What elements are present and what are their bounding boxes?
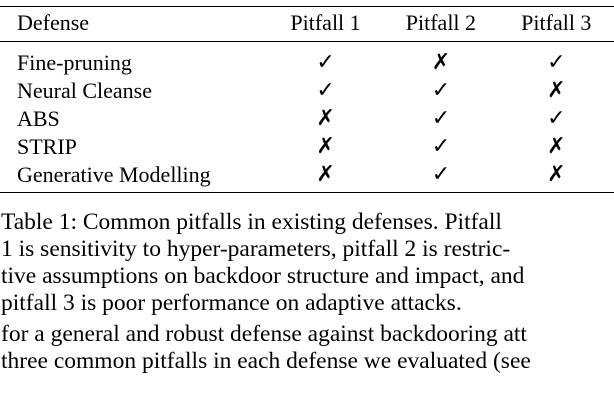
header-pitfall-2: Pitfall 2 (383, 7, 498, 42)
body-line: for a general and robust defense against backdooring att (1, 321, 527, 347)
defense-name: Generative Modelling (0, 160, 268, 193)
pitfall-mark: ✓ (431, 77, 451, 103)
caption-line: pitfall 3 is poor performance on adaptive attacks. (1, 290, 462, 316)
table-row (0, 104, 614, 132)
pitfall-mark: ✓ (431, 105, 451, 131)
table-header-row (0, 7, 614, 42)
defense-name: Fine-pruning (17, 49, 132, 75)
pitfall-mark: ✗ (431, 49, 451, 75)
pitfall-mark: ✓ (316, 77, 335, 103)
caption-line: Table 1: Common pitfalls in existing defenses. Pitfall (1, 209, 502, 235)
pitfall-mark: ✗ (499, 160, 614, 193)
table-row (0, 76, 614, 104)
pitfall-mark: ✓ (547, 105, 566, 131)
table-caption (1, 209, 614, 317)
pitfall-mark: ✓ (547, 49, 566, 75)
pitfall-mark: ✗ (316, 133, 335, 159)
header-defense: Defense (0, 7, 268, 42)
table-row (0, 42, 614, 77)
table-body (0, 42, 614, 193)
table-row (0, 160, 614, 193)
pitfall-mark: ✓ (316, 49, 335, 75)
pitfalls-table (0, 6, 614, 193)
table-header (0, 7, 614, 42)
pitfall-mark: ✓ (383, 160, 498, 193)
defense-name: STRIP (17, 133, 77, 159)
pitfall-mark: ✗ (268, 160, 383, 193)
caption-line: tive assumptions on backdoor structure and impact, and (1, 263, 525, 289)
pitfall-mark: ✓ (431, 133, 451, 159)
body-line: three common pitfalls in each defense we evaluated (see (1, 348, 531, 374)
caption-line: 1 is sensitivity to hyper-parameters, pitfall 2 is restric- (1, 236, 511, 262)
pitfall-mark: ✗ (547, 133, 566, 159)
defense-name: Neural Cleanse (17, 77, 152, 103)
table-row (0, 132, 614, 160)
body-paragraph (1, 321, 614, 375)
pitfall-mark: ✗ (547, 77, 566, 103)
defense-name: ABS (17, 105, 60, 131)
header-pitfall-3: Pitfall 3 (499, 7, 614, 42)
pitfall-mark: ✗ (316, 105, 335, 131)
header-pitfall-1: Pitfall 1 (268, 7, 383, 42)
